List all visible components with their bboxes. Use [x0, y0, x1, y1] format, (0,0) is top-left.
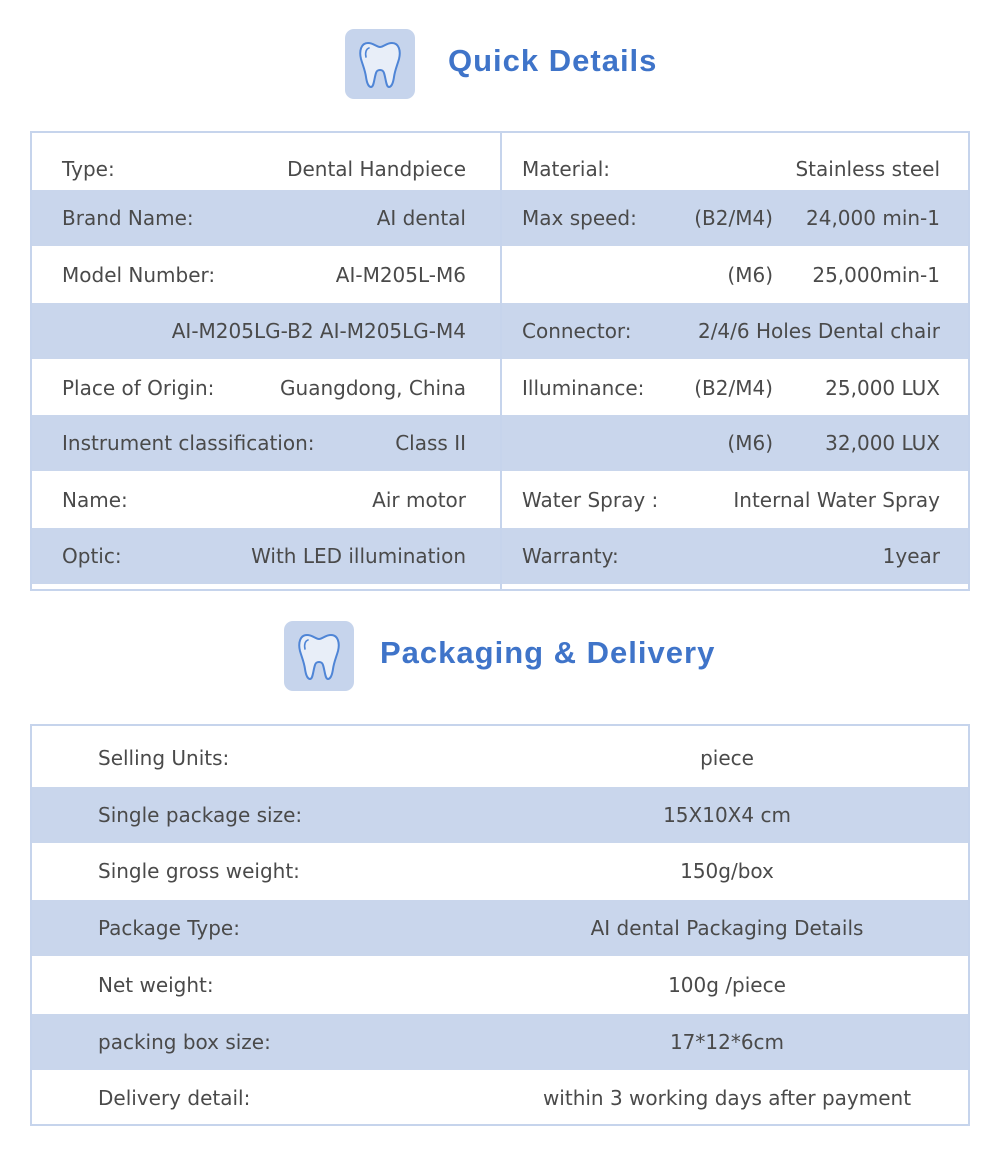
packaging-title: Packaging & Delivery	[380, 635, 716, 670]
packaging-row	[32, 843, 968, 899]
packaging-row	[32, 957, 968, 1013]
packaging-value: AI dental Packaging Details	[590, 916, 864, 941]
right-value: 32,000 LUX	[825, 431, 940, 455]
quick-details-title: Quick Details	[448, 43, 658, 78]
right-label: Illuminance:	[522, 376, 645, 400]
quick-details-table	[30, 131, 970, 591]
packaging-value: 100g /piece	[668, 972, 786, 997]
quick-details-icon-box	[345, 29, 415, 99]
left-label: Model Number:	[62, 263, 216, 287]
packaging-row	[32, 730, 968, 786]
left-value: AI-M205L-M6	[335, 263, 466, 287]
packaging-label: packing box size:	[98, 1029, 271, 1054]
left-value: Class II	[395, 431, 466, 455]
right-value: 24,000 min-1	[806, 206, 940, 230]
packaging-row	[32, 787, 968, 843]
right-value: 1year	[882, 544, 940, 568]
right-label: Material:	[522, 157, 610, 181]
tooth-icon	[297, 631, 341, 681]
right-value: 2/4/6 Holes Dental chair	[697, 319, 940, 343]
packaging-row	[32, 1070, 968, 1126]
left-value: Guangdong, China	[280, 376, 466, 400]
left-value: AI-M205LG-B2 AI-M205LG-M4	[171, 319, 466, 343]
right-sub-label: (B2/M4)	[694, 376, 773, 400]
left-value: Air motor	[372, 488, 466, 512]
left-label: Type:	[62, 157, 115, 181]
right-sub-label: (M6)	[727, 431, 773, 455]
packaging-value: 150g/box	[680, 859, 774, 884]
right-sub-label: (B2/M4)	[694, 206, 773, 230]
left-label: Optic:	[62, 544, 122, 568]
right-value: 25,000min-1	[812, 263, 940, 287]
quick-details-header	[0, 29, 1000, 101]
left-label: Brand Name:	[62, 206, 194, 230]
column-divider	[500, 133, 502, 589]
right-value: Stainless steel	[795, 157, 940, 181]
right-label: Warranty:	[522, 544, 619, 568]
packaging-row	[32, 900, 968, 956]
left-value: With LED illumination	[251, 544, 466, 568]
packaging-label: Package Type:	[98, 916, 240, 941]
packaging-value: piece	[700, 746, 754, 770]
right-label: Water Spray :	[522, 488, 659, 512]
packaging-value: 15X10X4 cm	[663, 802, 791, 827]
packaging-row	[32, 1014, 968, 1070]
left-label: Name:	[62, 488, 128, 512]
left-value: Dental Handpiece	[287, 157, 466, 181]
packaging-label: Single package size:	[98, 802, 303, 827]
right-value: 25,000 LUX	[825, 376, 940, 400]
right-sub-label: (M6)	[727, 263, 773, 287]
left-label: Place of Origin:	[62, 376, 215, 400]
tooth-icon	[358, 39, 402, 89]
left-label: Instrument classification:	[62, 431, 315, 455]
packaging-icon-box	[284, 621, 354, 691]
packaging-label: Net weight:	[98, 972, 214, 997]
left-value: AI dental	[376, 206, 466, 230]
right-label: Max speed:	[522, 206, 637, 230]
right-label: Connector:	[522, 319, 632, 343]
packaging-header	[0, 621, 1000, 693]
packaging-value: within 3 working days after payment	[542, 1086, 912, 1111]
right-value: Internal Water Spray	[733, 488, 940, 512]
packaging-table	[30, 724, 970, 1126]
packaging-value: 17*12*6cm	[669, 1029, 785, 1054]
packaging-label: Selling Units:	[98, 746, 230, 770]
packaging-label: Single gross weight:	[98, 859, 300, 884]
packaging-label: Delivery detail:	[98, 1086, 251, 1111]
